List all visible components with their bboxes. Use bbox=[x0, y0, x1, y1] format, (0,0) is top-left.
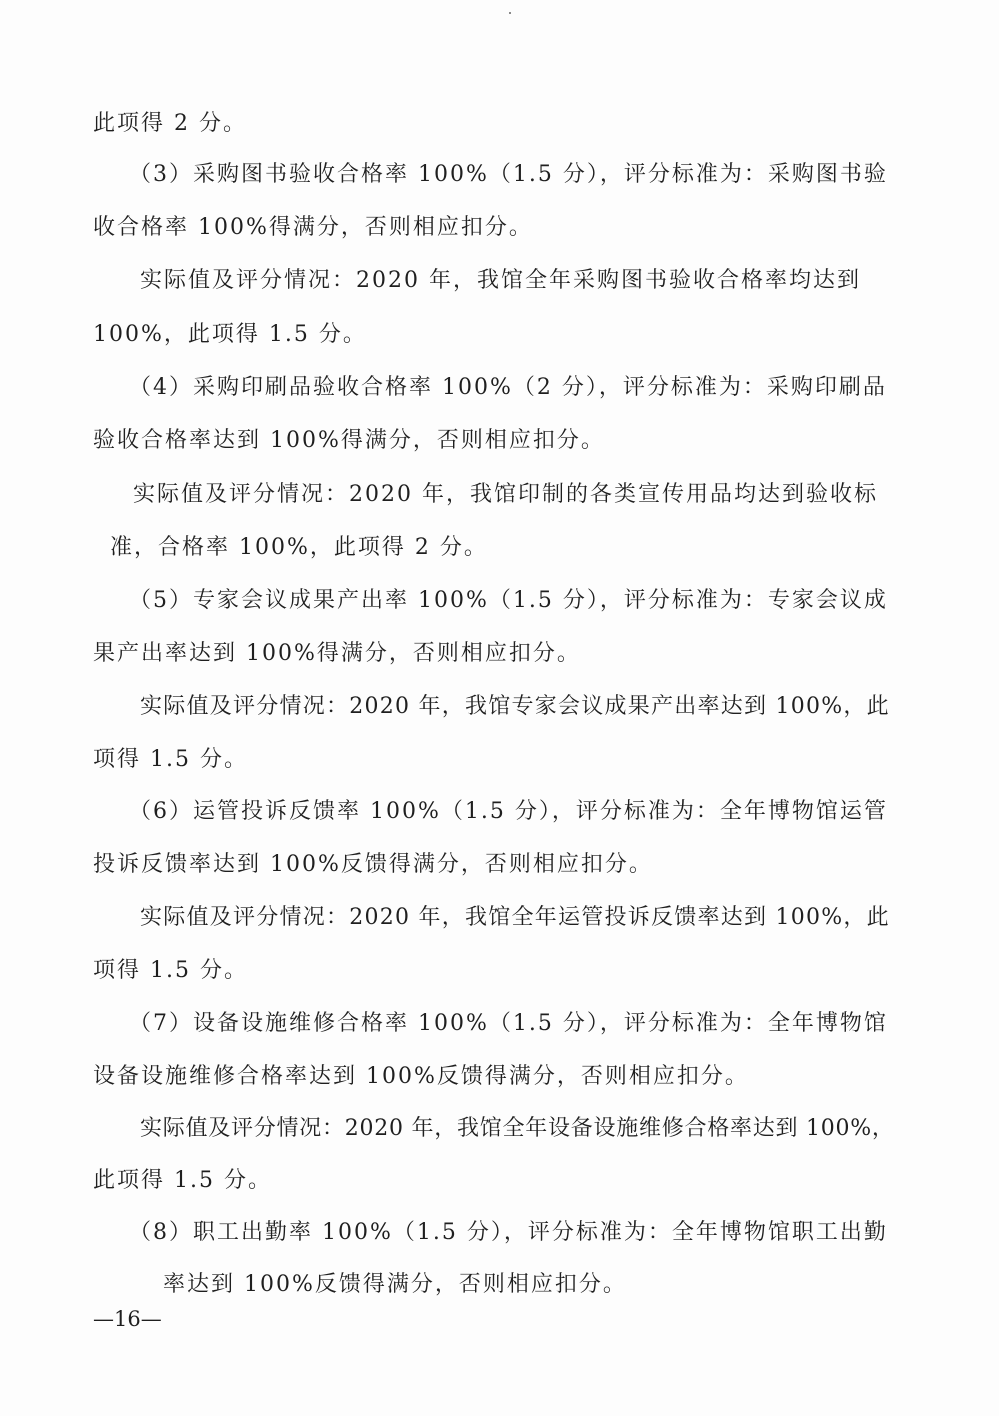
text-line: 投诉反馈率达到 100%反馈得满分，否则相应扣分。 bbox=[93, 852, 653, 877]
text-line: （8）职工出勤率 100%（1.5 分），评分标准为：全年博物馆职工出勤 bbox=[129, 1220, 888, 1245]
text-line: 项得 1.5 分。 bbox=[93, 958, 248, 983]
text-line: 项得 1.5 分。 bbox=[93, 747, 248, 772]
text-line: 实际值及评分情况：2020 年，我馆专家会议成果产出率达到 100%，此 bbox=[140, 694, 890, 719]
text-line: 此项得 2 分。 bbox=[93, 111, 247, 136]
text-line: 准，合格率 100%，此项得 2 分。 bbox=[110, 535, 488, 560]
text-line: （7）设备设施维修合格率 100%（1.5 分），评分标准为：全年博物馆 bbox=[129, 1011, 888, 1036]
text-line: 实际值及评分情况：2020 年，我馆全年采购图书验收合格率均达到 bbox=[140, 268, 861, 293]
text-line: （6）运管投诉反馈率 100%（1.5 分），评分标准为：全年博物馆运管 bbox=[129, 799, 888, 824]
scan-speck bbox=[509, 12, 511, 14]
text-line: （5）专家会议成果产出率 100%（1.5 分），评分标准为：专家会议成 bbox=[129, 588, 888, 613]
text-line: （4）采购印刷品验收合格率 100%（2 分），评分标准为：采购印刷品 bbox=[129, 375, 887, 400]
text-line: （3）采购图书验收合格率 100%（1.5 分），评分标准为：采购图书验 bbox=[129, 162, 888, 187]
text-line: 果产出率达到 100%得满分，否则相应扣分。 bbox=[93, 641, 581, 666]
text-line: 100%，此项得 1.5 分。 bbox=[93, 322, 367, 347]
text-line: 实际值及评分情况：2020 年，我馆全年设备设施维修合格率达到 100%， bbox=[140, 1116, 895, 1141]
text-line: 实际值及评分情况：2020 年，我馆印制的各类宣传用品均达到验收标 bbox=[133, 482, 878, 507]
text-line: 收合格率 100%得满分，否则相应扣分。 bbox=[93, 215, 533, 240]
text-line: 此项得 1.5 分。 bbox=[93, 1168, 272, 1193]
text-line: 验收合格率达到 100%得满分，否则相应扣分。 bbox=[93, 428, 605, 453]
text-line: 率达到 100%反馈得满分，否则相应扣分。 bbox=[163, 1272, 627, 1297]
text-line: 实际值及评分情况：2020 年，我馆全年运管投诉反馈率达到 100%，此 bbox=[140, 905, 890, 930]
text-line: 设备设施维修合格率达到 100%反馈得满分，否则相应扣分。 bbox=[93, 1064, 749, 1089]
page-number: —16— bbox=[93, 1307, 162, 1331]
